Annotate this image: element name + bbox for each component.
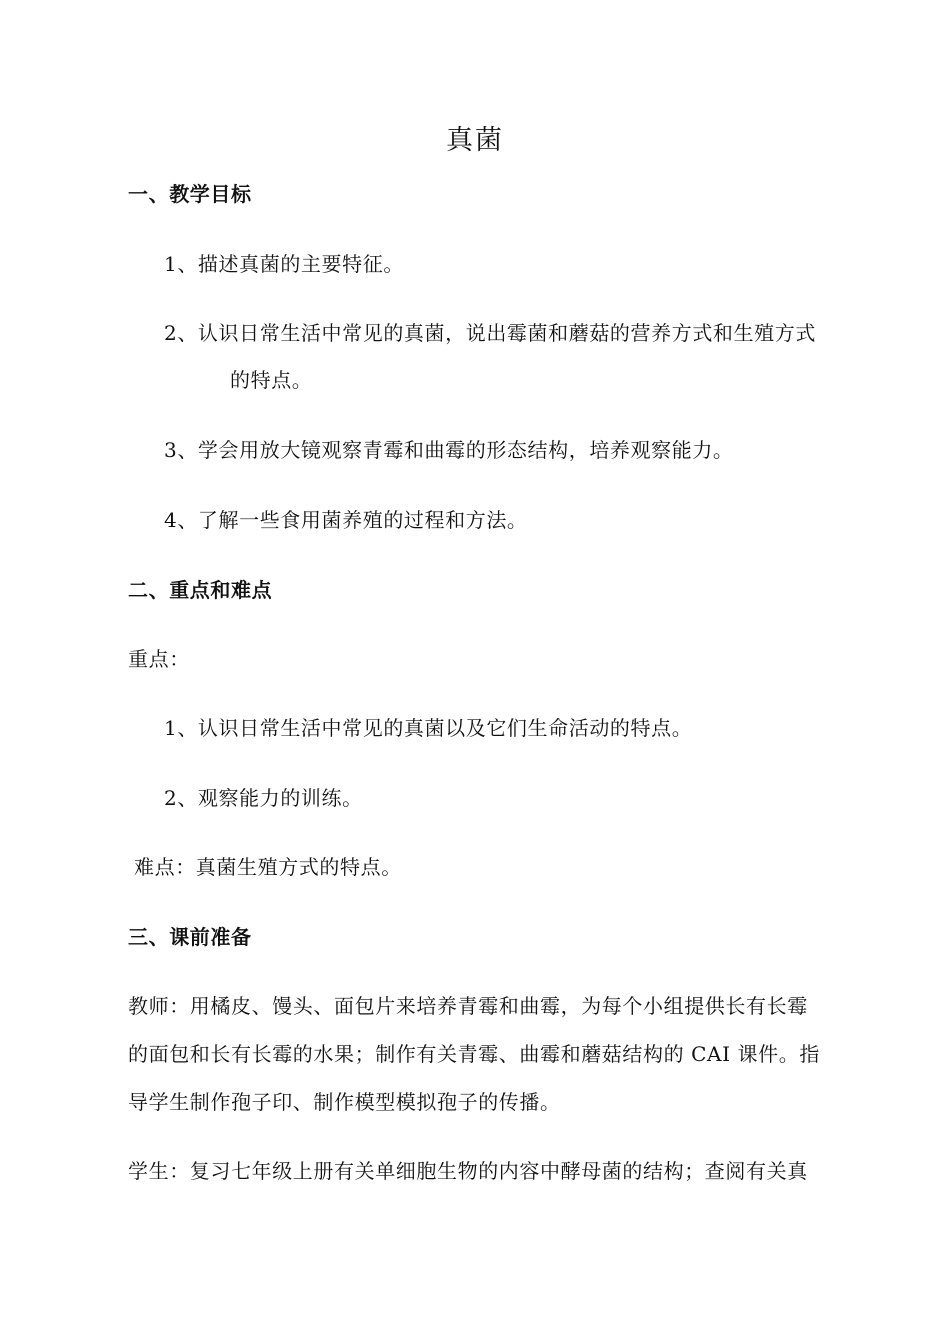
- objective-item-2-continuation: 的特点。: [230, 368, 313, 392]
- difficult-point: 难点：真菌生殖方式的特点。: [134, 855, 402, 879]
- objective-item-1: 1、描述真菌的主要特征。: [164, 252, 404, 276]
- key-points-label: 重点：: [128, 647, 190, 671]
- section-heading-objectives: 一、教学目标: [128, 182, 252, 206]
- objective-item-4: 4、了解一些食用菌养殖的过程和方法。: [164, 508, 528, 532]
- student-prep-line-1: 学生：复习七年级上册有关单细胞生物的内容中酵母菌的结构；查阅有关真: [128, 1159, 808, 1183]
- teacher-prep-line-1: 教师：用橘皮、馒头、面包片来培养青霉和曲霉，为每个小组提供长有长霉: [128, 994, 808, 1018]
- teacher-prep-line-3: 导学生制作孢子印、制作模型模拟孢子的传播。: [128, 1090, 561, 1114]
- key-point-item-1: 1、认识日常生活中常见的真菌以及它们生命活动的特点。: [164, 716, 693, 740]
- section-heading-preparation: 三、课前准备: [128, 925, 252, 949]
- objective-item-2: 2、认识日常生活中常见的真菌，说出霉菌和蘑菇的营养方式和生殖方式: [164, 321, 816, 345]
- teacher-prep-line-2: 的面包和长有长霉的水果；制作有关青霉、曲霉和蘑菇结构的 CAI 课件。指: [128, 1042, 820, 1066]
- objective-item-3: 3、学会用放大镜观察青霉和曲霉的形态结构，培养观察能力。: [164, 438, 734, 462]
- section-heading-key-points: 二、重点和难点: [128, 578, 273, 602]
- document-title: 真菌: [446, 125, 504, 156]
- key-point-item-2: 2、观察能力的训练。: [164, 786, 363, 810]
